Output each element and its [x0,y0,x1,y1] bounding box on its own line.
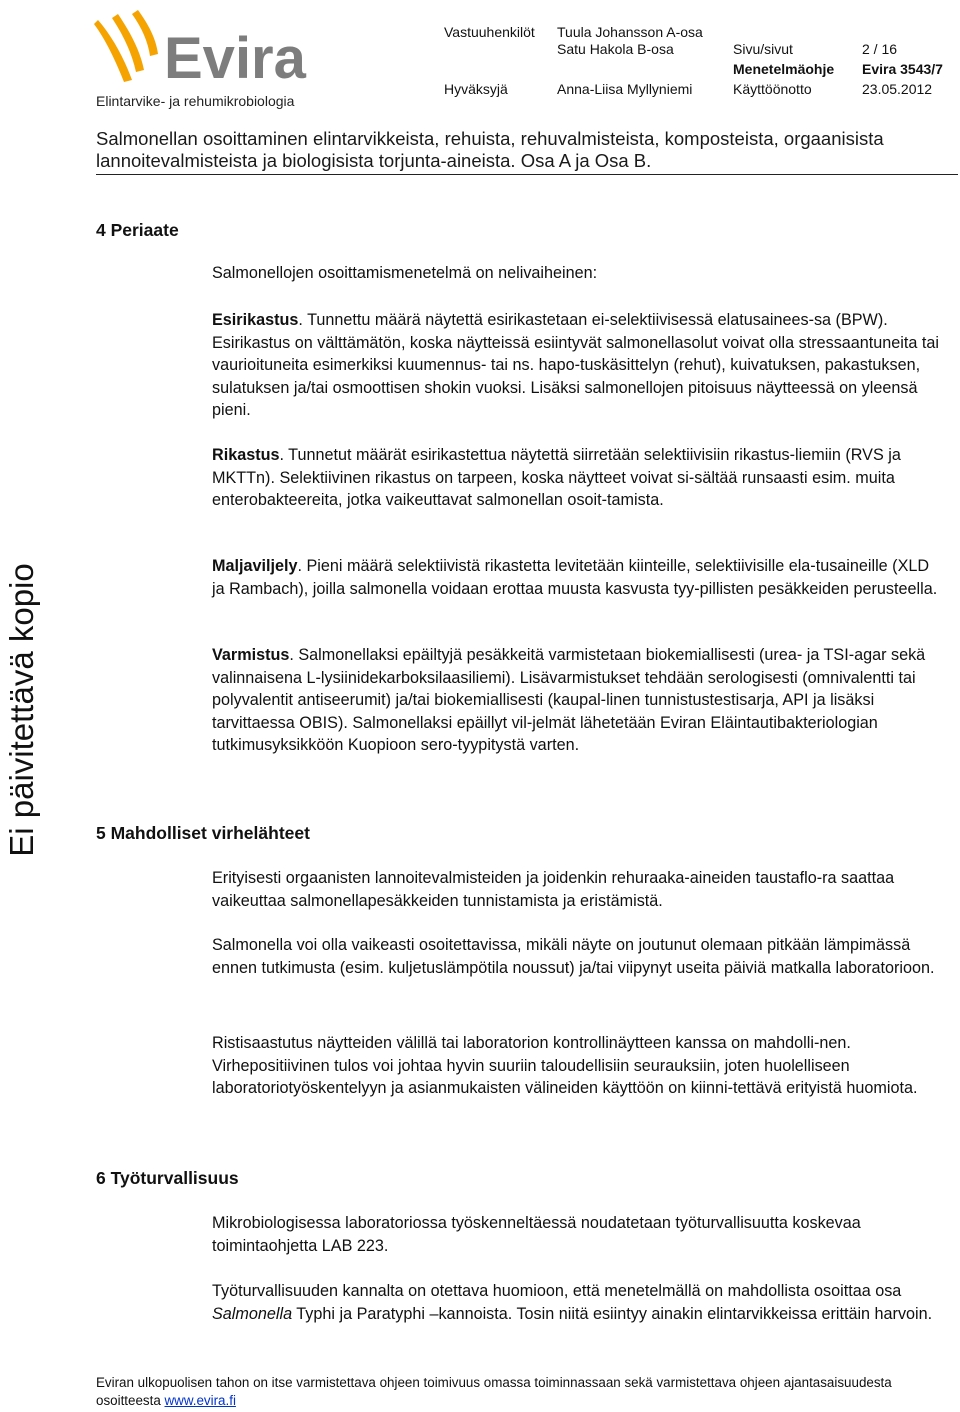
rikastus-term: Rikastus [212,446,280,464]
footer-link[interactable]: www.evira.fi [164,1393,236,1408]
sivu-value: 2 / 16 [862,41,898,57]
vastuuhenkilo-2: Satu Hakola B-osa [557,41,674,57]
section-6-p2-before: Työturvallisuuden kannalta on otettava huomioon, että menetelmällä on mahdollista osoittaa osa [212,1282,902,1300]
section-5-paragraph-3: Ristisaastutus näytteiden välillä tai laboratorion kontrollinäytteen kanssa on mahdolli-nen. Virhepositiivinen tulos voi johtaa hyvin suuriin taloudellisiin seurauksiin, joten huolelliseen laboratoriotyöskentelyyn ja asianmukaisten välineiden käyttöön on kiinni-tettävä erityistä huomiota. [212,1034,918,1098]
varmistus-text: . Salmonellaksi epäiltyjä pesäkkeitä varmistetaan biokemiallisesti (urea- ja TSI-agar sekä valinnaisena L-lysiinidekarboksilaasiliemi). Lisävarmistukset tehdään serologisesti (omnivalentti tai polyvalentit antiseerumit) ja/tai biokemiallisesti (kaupal-linen tunnistustestisarja, API ja lisäksi tarvittaessa OBIS). Salmonellaksi epäillyt vil-jelmät lähetetään Eviran Eläintautibakteriologian tutkimusyksikköön Kuopioon sero-tyypitystä varten. [212,646,926,755]
menetelmaohje-label: Menetelmäohje [733,61,835,77]
header-divider [96,174,958,175]
section-6-heading: 6 Työturvallisuus [96,1168,239,1188]
evira-logo-graphic [88,10,323,90]
kayttoonotto-label: Käyttöönotto [733,81,812,97]
varmistus-term: Varmistus [212,646,290,664]
maljaviljely-paragraph [212,555,942,600]
hyvaksyja-label: Hyväksyjä [444,81,508,97]
salmonella-italic: Salmonella [212,1304,293,1323]
department-name: Elintarvike- ja rehumikrobiologia [96,93,295,109]
section-5-paragraph-2: Salmonella voi olla vaikeasti osoitettavissa, mikäli näyte on joutunut olemaan pitkään lämpimässä ennen tutkimusta (esim. kuljetuslämpötila noussut) ja/tai viipynyt useita päiviä matkalla laboratorioon. [212,936,935,977]
section-5-paragraph-1: Erityisesti orgaanisten lannoitevalmisteiden ja joidenkin rehuraaka-aineiden taustaflo-ra saattaa vaikeuttaa salmonellapesäkkeiden tunnistamista ja eristämistä. [212,869,895,910]
menetelmaohje-value: Evira 3543/7 [862,61,943,77]
kayttoonotto-value: 23.05.2012 [862,81,933,97]
maljaviljely-term: Maljaviljely [212,557,298,575]
footer-text: Eviran ulkopuolisen tahon on itse varmistettava ohjeen toimivuus omassa toiminnassaan sekä varmistettava ohjeen ajantasaisuudesta osoitteesta [96,1375,892,1408]
hyvaksyja-value: Anna-Liisa Myllyniemi [557,81,693,97]
esirikastus-text: . Tunnettu määrä näytettä esirikastetaan ei-selektiivisessä elatusainees-sa (BPW). Esirikastus on välttämätön, koska näytteissä esiintyvät salmonellasolut voivat olla stressaantuneita tai vaurioituneita esimerkiksi kuumennus- tai ns. hapo-tuskäsittelyn (rehut), kuivatuksen, pakastuksen, sulatuksen ja/tai osmoottisen shokin vuoksi. Lisäksi salmonellojen pitoisuus näytteessä on yleensä pieni. [212,311,939,420]
esirikastus-paragraph [212,309,942,422]
varmistus-paragraph [212,644,942,757]
vastuuhenkilot-label: Vastuuhenkilöt [444,24,535,40]
document-title: Salmonellan osoittaminen elintarvikkeista, rehuista, rehuvalmisteista, komposteista, orgaanisista lannoitevalmisteista ja biologisista torjunta-aineista. Osa A ja Osa B. [96,128,884,171]
footer [96,1374,956,1410]
logo-wordmark: Evira [164,26,306,90]
sivu-label: Sivu/sivut [733,41,793,57]
maljaviljely-text: . Pieni määrä selektiivistä rikastetta levitetään kiinteille, selektiivisille ela-tusaineille (XLD ja Rambach), joilla salmonella voidaan erottaa muusta kasvusta tyy-pillisten pesäkkeiden perusteella. [212,557,938,598]
section-5-heading: 5 Mahdolliset virhelähteet [96,823,310,843]
rikastus-paragraph [212,444,942,512]
esirikastus-term: Esirikastus [212,311,299,329]
section-4-heading: 4 Periaate [96,220,179,240]
section-6-paragraph-2 [212,1280,942,1325]
watermark [0,560,44,860]
section-6-paragraph-1: Mikrobiologisessa laboratoriossa työskenneltäessä noudatetaan työturvallisuutta koskevaa toimintaohjetta LAB 223. [212,1214,861,1255]
evira-logo [88,10,323,90]
watermark-text: Ei päivitettävä kopio [3,563,40,857]
vastuuhenkilo-1: Tuula Johansson A-osa [557,24,703,40]
rikastus-text: . Tunnetut määrät esirikastettua näytettä siirretään selektiivisiin rikastus-liemiin (RVS ja MKTTn). Selektiivinen rikastus on tarpeen, koska näytteet voivat si-sältää runsaasti esim. muita enterobakteereita, jotka vaikeuttavat salmonellan osoit-tamista. [212,446,901,510]
section-6-p2-after: Typhi ja Paratyphi –kannoista. Tosin niitä esiintyy ainakin elintarvikkeissa erittäin harvoin. [292,1304,933,1323]
section-4-intro: Salmonellojen osoittamismenetelmä on nelivaiheinen: [212,264,598,282]
